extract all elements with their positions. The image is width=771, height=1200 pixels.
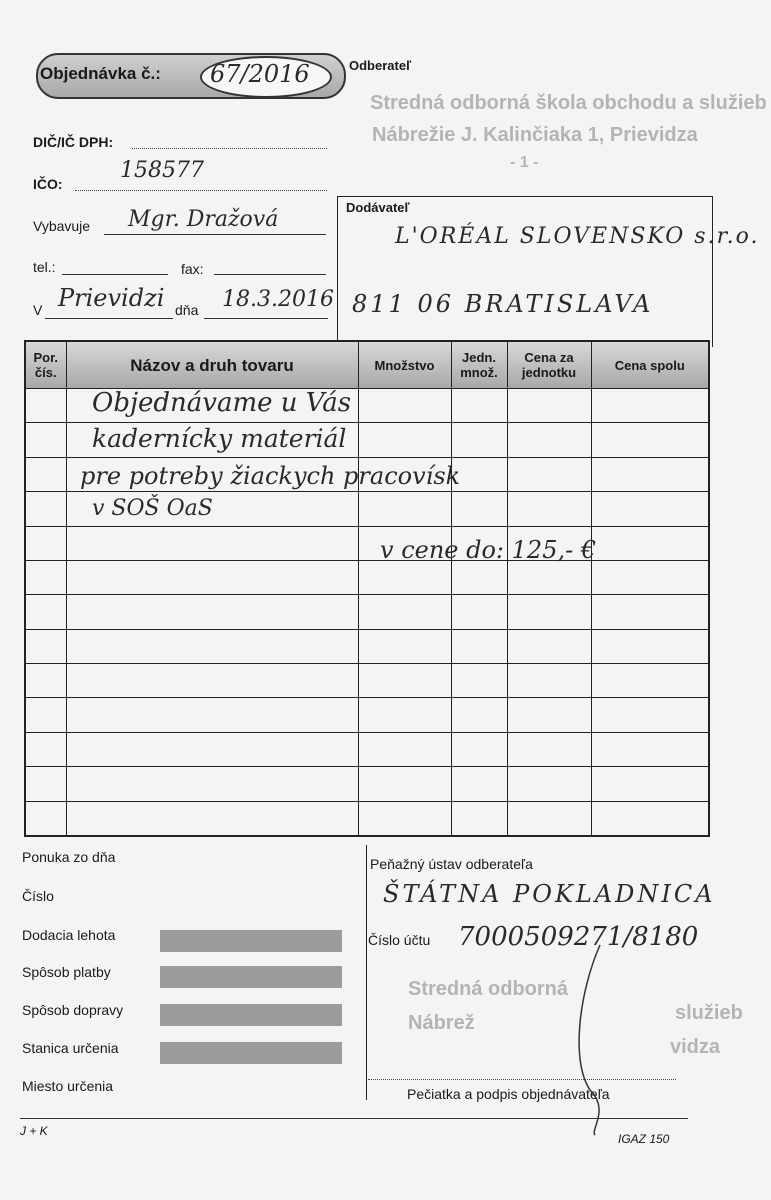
tel-field xyxy=(62,274,168,275)
signature-line xyxy=(368,1079,676,1080)
table-cell xyxy=(591,767,709,801)
account-label: Číslo účtu xyxy=(368,932,431,948)
buyer-stamp-line1: Stredná odborná škola obchodu a služieb xyxy=(370,92,767,114)
table-cell xyxy=(451,698,507,732)
supplier-label: Dodávateľ xyxy=(346,200,410,215)
table-cell xyxy=(358,560,451,594)
table-row xyxy=(25,767,709,801)
payment-method-label: Spôsob platby xyxy=(22,964,111,980)
table-cell xyxy=(66,595,358,629)
destination-place-label: Miesto určenia xyxy=(22,1078,114,1094)
supplier-box xyxy=(337,196,713,347)
col-header-quantity: Množstvo xyxy=(358,341,451,389)
footer-line xyxy=(20,1118,688,1119)
order-label: Objednávka č.: xyxy=(40,64,161,83)
table-cell xyxy=(25,492,66,526)
table-cell xyxy=(358,492,451,526)
stamp-line1b: služieb xyxy=(675,1002,743,1024)
bank-label: Peňažný ústav odberateľa xyxy=(370,856,533,872)
delivery-term-field xyxy=(160,930,342,952)
fax-label: fax: xyxy=(181,261,204,277)
ico-value: 158577 xyxy=(120,158,204,183)
item-line-3: pre potreby žiackych pracovísk xyxy=(80,462,461,490)
dic-label: DIČ/IČ DPH: xyxy=(33,134,114,150)
table-cell xyxy=(507,492,591,526)
payment-method-field xyxy=(160,966,342,988)
table-cell xyxy=(591,457,709,491)
table-cell xyxy=(591,492,709,526)
table-cell xyxy=(451,389,507,423)
table-cell xyxy=(591,732,709,766)
table-cell xyxy=(451,629,507,663)
table-cell xyxy=(591,664,709,698)
number-label: Číslo xyxy=(22,888,54,904)
stamp-line2: Nábrež xyxy=(408,1012,475,1034)
table-cell xyxy=(507,595,591,629)
date-label: dňa xyxy=(175,302,199,318)
table-cell xyxy=(25,423,66,457)
table-cell xyxy=(25,457,66,491)
table-cell xyxy=(66,560,358,594)
vybavuje-value: Mgr. Dražová xyxy=(128,207,279,232)
col-header-item-name: Názov a druh tovaru xyxy=(66,341,358,389)
table-cell xyxy=(25,767,66,801)
fax-field xyxy=(214,274,326,275)
supplier-address: 811 06 BRATISLAVA xyxy=(352,290,654,318)
table-cell xyxy=(507,560,591,594)
table-cell xyxy=(358,698,451,732)
table-cell xyxy=(507,732,591,766)
table-cell xyxy=(451,595,507,629)
table-cell xyxy=(591,389,709,423)
table-cell xyxy=(591,526,709,560)
table-header-row xyxy=(25,341,709,389)
table-cell xyxy=(451,732,507,766)
vybavuje-field xyxy=(104,234,326,235)
table-cell xyxy=(451,767,507,801)
table-cell xyxy=(25,698,66,732)
table-cell xyxy=(507,801,591,836)
table-cell xyxy=(66,767,358,801)
delivery-term-label: Dodacia lehota xyxy=(22,927,116,943)
ico-label: IČO: xyxy=(33,176,63,192)
table-cell xyxy=(25,732,66,766)
transport-method-field xyxy=(160,1004,342,1026)
table-cell xyxy=(25,560,66,594)
supplier-name: L'ORÉAL SLOVENSKO s.r.o. xyxy=(395,224,760,249)
table-cell xyxy=(507,767,591,801)
place-prefix: V xyxy=(33,302,43,318)
table-cell xyxy=(25,526,66,560)
buyer-stamp-line3: - 1 - xyxy=(510,154,539,171)
ico-field xyxy=(75,190,327,191)
col-header-unit: Jedn. množ. xyxy=(451,341,507,389)
table-cell xyxy=(507,423,591,457)
table-cell xyxy=(358,389,451,423)
order-number: 67/2016 xyxy=(210,60,310,88)
bottom-divider xyxy=(366,845,367,1100)
table-cell xyxy=(358,801,451,836)
stamp-line2b: vidza xyxy=(670,1036,721,1058)
dic-field xyxy=(132,148,327,149)
table-cell xyxy=(591,423,709,457)
table-row xyxy=(25,560,709,594)
table-cell xyxy=(25,629,66,663)
table-cell xyxy=(507,664,591,698)
buyer-label: Odberateľ xyxy=(349,58,412,73)
table-row xyxy=(25,526,709,560)
table-cell xyxy=(25,801,66,836)
vybavuje-label: Vybavuje xyxy=(33,218,91,234)
signature-stroke xyxy=(560,940,630,1140)
table-cell xyxy=(358,629,451,663)
footer-right: IGAZ 150 xyxy=(618,1132,670,1146)
table-row xyxy=(25,732,709,766)
item-line-2: kadernícky materiál xyxy=(92,424,347,453)
table-cell xyxy=(591,801,709,836)
place-field xyxy=(45,318,173,319)
footer-left: J + K xyxy=(20,1124,48,1138)
table-cell xyxy=(507,629,591,663)
col-header-total-price: Cena spolu xyxy=(591,341,709,389)
table-cell xyxy=(66,698,358,732)
item-line-5: v cene do: 125,- € xyxy=(380,536,597,564)
table-row xyxy=(25,698,709,732)
table-cell xyxy=(451,560,507,594)
table-cell xyxy=(358,732,451,766)
table-cell xyxy=(358,423,451,457)
table-cell xyxy=(591,595,709,629)
table-cell xyxy=(66,732,358,766)
table-cell xyxy=(358,664,451,698)
date-value: 18.3.2016 xyxy=(222,287,334,312)
table-cell xyxy=(451,423,507,457)
table-cell xyxy=(451,801,507,836)
table-cell xyxy=(591,629,709,663)
table-cell xyxy=(66,526,358,560)
table-cell xyxy=(66,664,358,698)
destination-station-label: Stanica určenia xyxy=(22,1040,119,1056)
item-line-4: v SOŠ OaS xyxy=(92,496,213,521)
account-value: 7000509271/8180 xyxy=(458,922,699,952)
item-line-1: Objednávame u Vás xyxy=(92,388,352,418)
place-value: Prievidzi xyxy=(58,284,165,312)
bank-value: ŠTÁTNA POKLADNICA xyxy=(383,880,716,908)
table-cell xyxy=(591,560,709,594)
table-row xyxy=(25,801,709,836)
table-cell xyxy=(358,595,451,629)
col-header-unit-price: Cena za jednotku xyxy=(507,341,591,389)
table-cell xyxy=(591,698,709,732)
table-cell xyxy=(66,629,358,663)
tel-label: tel.: xyxy=(33,259,56,275)
table-row xyxy=(25,629,709,663)
table-cell xyxy=(25,389,66,423)
table-row xyxy=(25,595,709,629)
table-cell xyxy=(451,492,507,526)
signature-label: Pečiatka a podpis objednávateľa xyxy=(407,1086,610,1102)
table-cell xyxy=(358,767,451,801)
table-cell xyxy=(507,457,591,491)
table-cell xyxy=(66,801,358,836)
buyer-stamp-line2: Nábrežie J. Kalinčiaka 1, Prievidza xyxy=(372,124,698,146)
table-cell xyxy=(25,595,66,629)
stamp-line1: Stredná odborná xyxy=(408,978,569,1000)
offer-date-label: Ponuka zo dňa xyxy=(22,849,116,865)
destination-station-field xyxy=(160,1042,342,1064)
table-cell xyxy=(507,698,591,732)
table-cell xyxy=(507,389,591,423)
table-row xyxy=(25,664,709,698)
col-header-number: Por. čís. xyxy=(25,341,66,389)
transport-method-label: Spôsob dopravy xyxy=(22,1002,124,1018)
date-field xyxy=(204,318,328,319)
table-cell xyxy=(451,664,507,698)
table-cell xyxy=(25,664,66,698)
